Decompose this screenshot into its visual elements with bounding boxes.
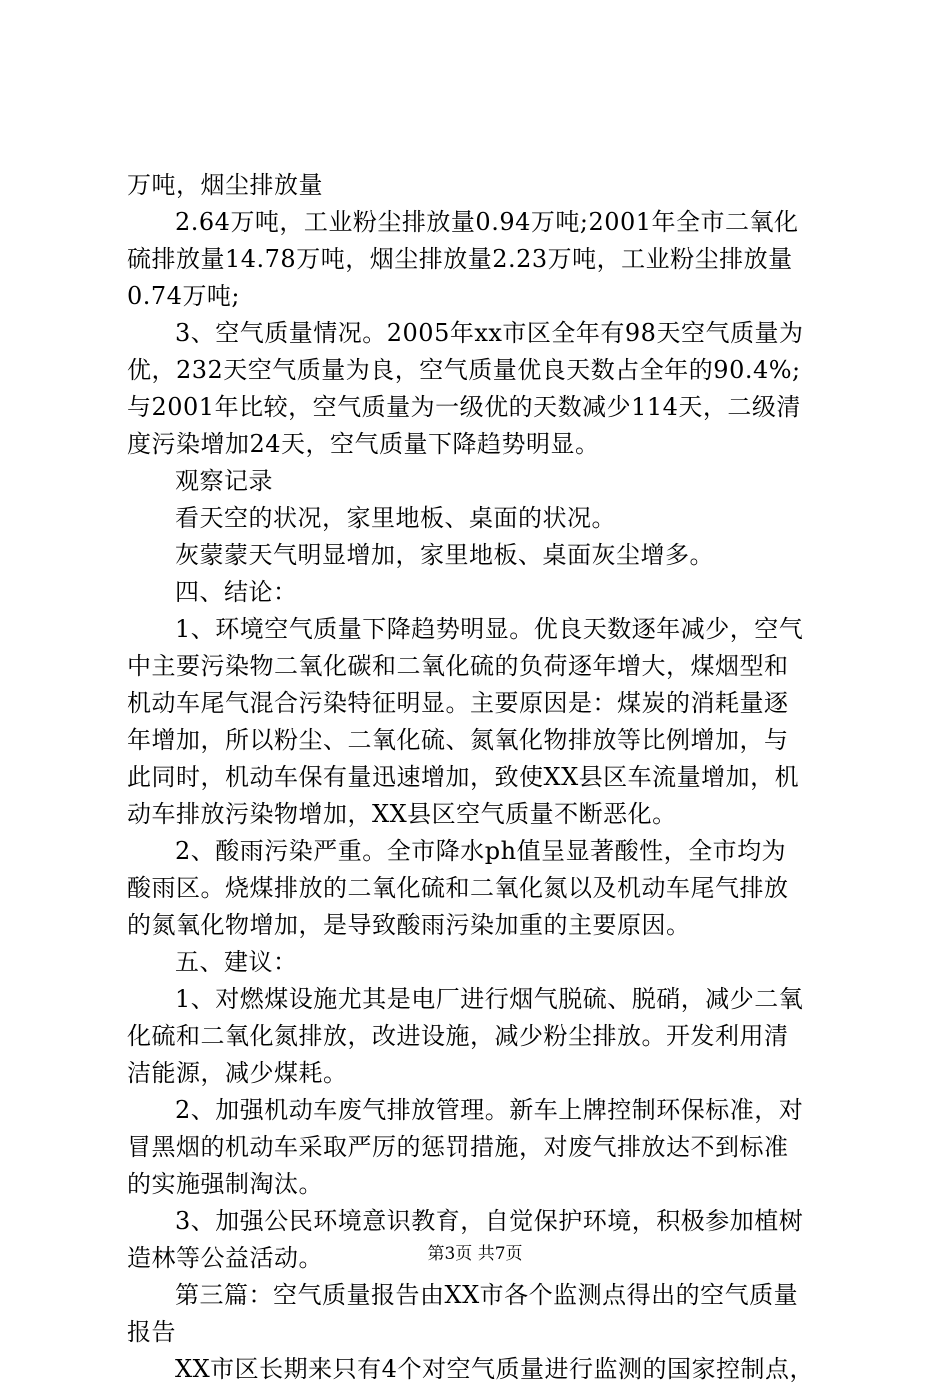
text-line: 的氮氧化物增加，是导致酸雨污染加重的主要原因。 <box>127 911 691 939</box>
text-line: 机动车尾气混合污染特征明显。主要原因是：煤炭的消耗量逐 <box>127 689 789 717</box>
text-line: 的实施强制淘汰。 <box>127 1170 323 1198</box>
text-line: 1、环境空气质量下降趋势明显。优良天数逐年减少，空气 <box>175 615 804 643</box>
text-line: 1、对燃煤设施尤其是电厂进行烟气脱硫、脱硝，减少二氧 <box>175 985 804 1013</box>
text-line: 2、酸雨污染严重。全市降水ph值呈显著酸性，全市均为 <box>175 837 787 865</box>
article-title: 报告 <box>127 1318 176 1346</box>
page-number-footer: 第3页 共7页 <box>427 1244 523 1264</box>
text-line: 灰蒙蒙天气明显增加，家里地板、桌面灰尘增多。 <box>175 541 714 569</box>
text-line: 冒黑烟的机动车采取严厉的惩罚措施，对废气排放达不到标准 <box>127 1133 789 1161</box>
text-line: 看天空的状况，家里地板、桌面的状况。 <box>175 504 616 532</box>
text-line: 硫排放量14.78万吨，烟尘排放量2.23万吨，工业粉尘排放量 <box>127 245 793 273</box>
text-line: 2.64万吨，工业粉尘排放量0.94万吨;2001年全市二氧化 <box>175 208 799 236</box>
article-title: 第三篇：空气质量报告由XX市各个监测点得出的空气质量 <box>175 1281 799 1309</box>
text-line: 洁能源，减少煤耗。 <box>127 1059 348 1087</box>
section-heading: 四、结论： <box>175 578 298 606</box>
section-heading: 五、建议： <box>175 948 298 976</box>
section-label: 观察记录 <box>175 467 273 495</box>
text-line: 2、加强机动车废气排放管理。新车上牌控制环保标准，对 <box>175 1096 804 1124</box>
text-line: 此同时，机动车保有量迅速增加，致使XX县区车流量增加，机 <box>127 763 800 791</box>
text-line: 年增加，所以粉尘、二氧化硫、氮氧化物排放等比例增加，与 <box>127 726 789 754</box>
text-line: 3、空气质量情况。2005年xx市区全年有98天空气质量为 <box>175 319 804 347</box>
text-line: 动车排放污染物增加，XX县区空气质量不断恶化。 <box>127 800 677 828</box>
text-line: 万吨，烟尘排放量 <box>127 171 323 199</box>
text-line: 中主要污染物二氧化碳和二氧化硫的负荷逐年增大，煤烟型和 <box>127 652 789 680</box>
text-line: XX市区长期来只有4个对空气质量进行监测的国家控制点， <box>175 1355 814 1383</box>
text-line: 优，232天空气质量为良，空气质量优良天数占全年的90.4%; <box>127 356 801 384</box>
text-line: 3、加强公民环境意识教育，自觉保护环境，积极参加植树 <box>175 1207 804 1235</box>
text-line: 酸雨区。烧煤排放的二氧化硫和二氧化氮以及机动车尾气排放 <box>127 874 789 902</box>
text-line: 度污染增加24天，空气质量下降趋势明显。 <box>127 430 600 458</box>
text-line: 0.74万吨; <box>127 282 241 310</box>
text-line: 与2001年比较，空气质量为一级优的天数减少114天，二级清 <box>127 393 801 421</box>
text-line: 化硫和二氧化氮排放，改进设施，减少粉尘排放。开发利用清 <box>127 1022 789 1050</box>
text-line: 造林等公益活动。 <box>127 1244 323 1272</box>
